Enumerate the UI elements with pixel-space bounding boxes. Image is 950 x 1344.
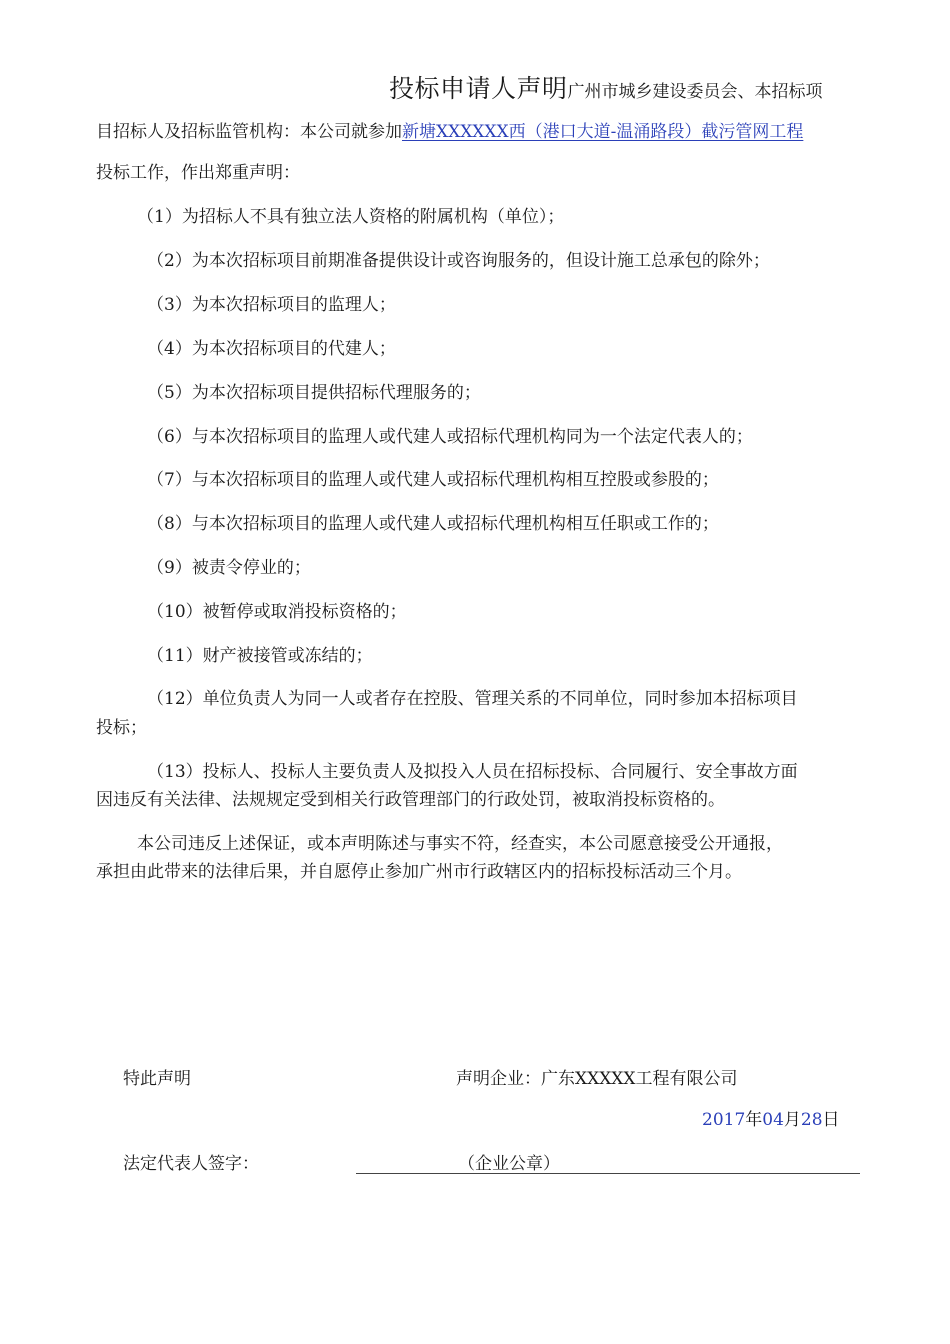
project-name: 新塘XXXXXX西（港口大道-温涌路段）截污管网工程 (402, 122, 804, 142)
clause-5: （5）为本次招标项目提供招标代理服务的； (147, 383, 481, 403)
company-name: 广东XXXXX工程有限公司 (541, 1069, 738, 1089)
clause-8: （8）与本次招标项目的监理人或代建人或招标代理机构相互任职或工作的； (147, 514, 719, 534)
clause-9: （9）被责令停业的； (147, 558, 311, 578)
intro-line-2 (96, 121, 803, 143)
date-year-unit: 年 (745, 1110, 763, 1130)
legal-rep-label: 法定代表人签字： (123, 1154, 259, 1174)
title-line (389, 74, 823, 107)
clause-1: （1）为招标人不具有独立法人资格的附属机构（单位）； (137, 207, 565, 227)
clause-7: （7）与本次招标项目的监理人或代建人或招标代理机构相互控股或参股的； (147, 470, 719, 490)
clause-3: （3）为本次招标项目的监理人； (147, 295, 396, 315)
special-statement: 特此声明 (123, 1069, 191, 1089)
company-line (456, 1068, 738, 1090)
clause-2: （2）为本次招标项目前期准备提供设计或咨询服务的，但设计施工总承包的除外； (147, 251, 770, 271)
clause-12-line-2: 投标； (96, 718, 147, 738)
addressee-start: 广州市城乡建设委员会、本招标项 (567, 82, 823, 102)
clause-11: （11）财产被接管或冻结的； (147, 646, 373, 666)
closing-line-2: 承担由此带来的法律后果，并自愿停止参加广州市行政辖区内的招标投标活动三个月。 (96, 862, 742, 882)
clause-4: （4）为本次招标项目的代建人； (147, 339, 396, 359)
date-year: 2017 (702, 1110, 746, 1130)
clause-12-line-1: （12）单位负责人为同一人或者存在控股、管理关系的不同单位，同时参加本招标项目 (147, 689, 798, 709)
declaration-date (702, 1109, 840, 1131)
clause-13-line-2: 因违反有关法律、法规规定受到相关行政管理部门的行政处罚，被取消投标资格的。 (96, 790, 725, 810)
clause-6: （6）与本次招标项目的监理人或代建人或招标代理机构同为一个法定代表人的； (147, 427, 753, 447)
clause-13-line-1: （13）投标人、投标人主要负责人及拟投入人员在招标投标、合同履行、安全事故方面 (147, 762, 798, 782)
closing-line-1: 本公司违反上述保证，或本声明陈述与事实不符，经查实，本公司愿意接受公开通报， (137, 834, 783, 854)
intro-prefix: 目招标人及招标监管机构：本公司就参加 (96, 122, 402, 142)
clause-10: （10）被暂停或取消投标资格的； (147, 602, 407, 622)
company-label: 声明企业： (456, 1069, 541, 1089)
date-day: 28 (800, 1110, 823, 1130)
company-seal-label: （企业公章） (458, 1154, 560, 1174)
date-month: 04 (762, 1110, 784, 1130)
page-title: 投标申请人声明 (389, 74, 568, 103)
date-day-unit: 日 (822, 1110, 840, 1130)
signature-rule (356, 1173, 860, 1174)
date-month-unit: 月 (783, 1110, 801, 1130)
intro-line-3: 投标工作，作出郑重声明： (96, 163, 300, 183)
